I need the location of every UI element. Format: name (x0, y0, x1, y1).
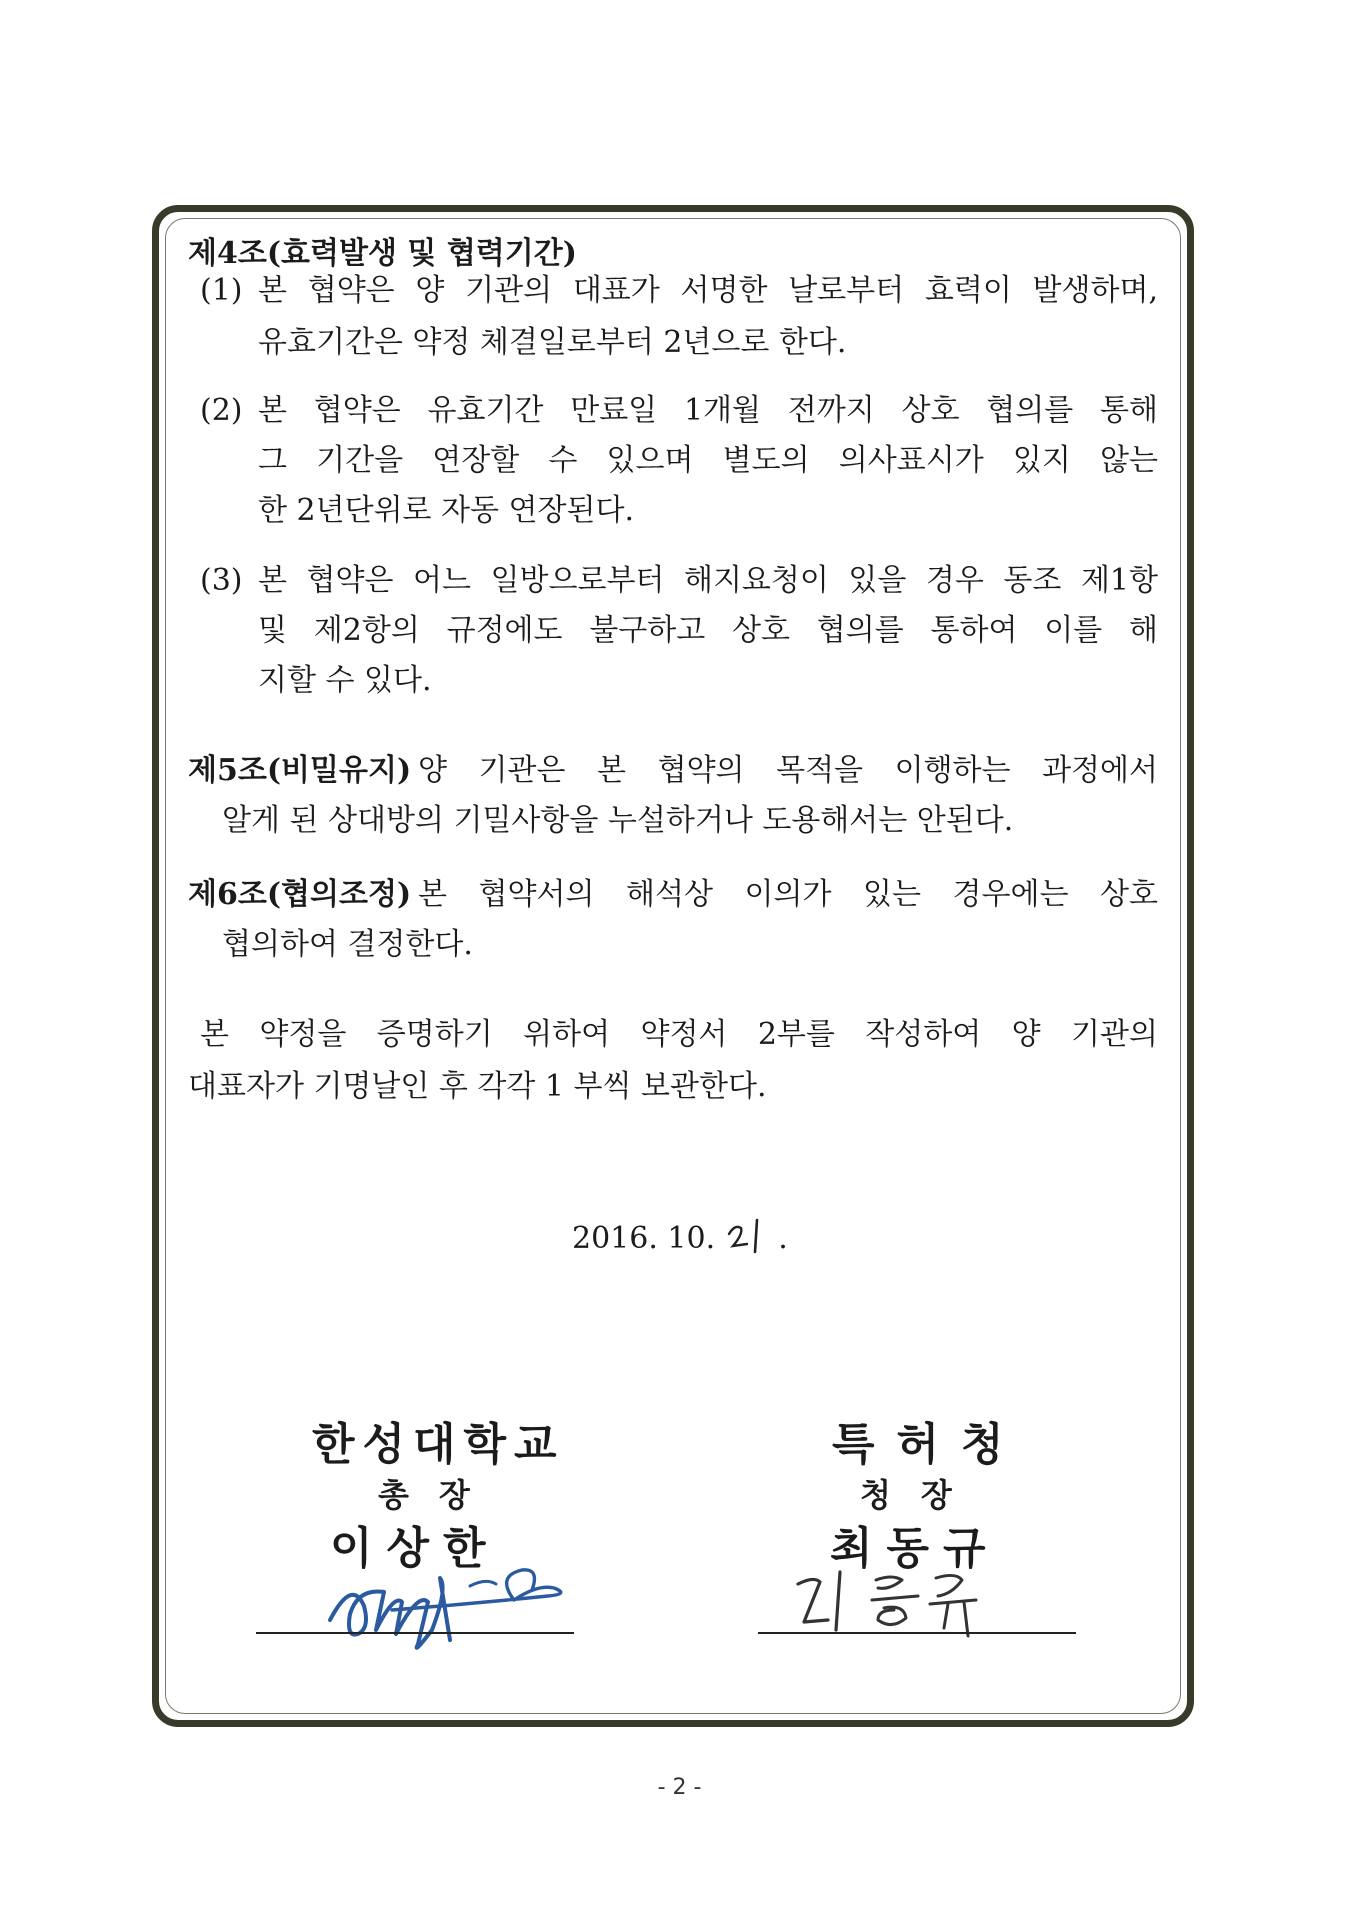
article6-line1: 본 협약서의 해석상 이의가 있는 경우에는 상호 (418, 877, 1158, 912)
right-signatory-name: 최동규 (830, 1523, 1000, 1574)
article4-item3-line1: 본 협약은 어느 일방으로부터 해지요청이 있을 경우 동조 제1항 (258, 563, 1158, 598)
left-handwritten-signature (300, 1548, 580, 1658)
left-signatory-title: 총장 (378, 1476, 500, 1514)
right-org-name: 특허청 (832, 1419, 1026, 1470)
date-period: . (778, 1221, 788, 1256)
article5-line1: 양 기관은 본 협약의 목적을 이행하는 과정에서 (418, 753, 1158, 788)
closing-line2: 대표자가 기명날인 후 각각 1 부씩 보관한다. (188, 1069, 767, 1104)
left-signature-line (256, 1632, 574, 1634)
date-handwritten-day (725, 1222, 769, 1258)
article4-item2-line2: 그 기간을 연장할 수 있으며 별도의 의사표시가 있지 않는 (258, 443, 1158, 478)
article6-heading: 제6조(협의조정) (188, 877, 412, 912)
article4-item1-line1: 본 협약은 양 기관의 대표가 서명한 날로부터 효력이 발생하며, (258, 273, 1158, 308)
article4-item3-number: (3) (200, 563, 243, 598)
article4-item1-line2: 유효기간은 약정 체결일로부터 2년으로 한다. (258, 325, 847, 360)
page-number: - 2 - (657, 1775, 702, 1800)
article4-item1-number: (1) (200, 273, 243, 308)
article5-heading: 제5조(비밀유지) (188, 753, 412, 788)
article5-line2: 알게 된 상대방의 기밀사항을 누설하거나 도용해서는 안된다. (222, 803, 1014, 838)
right-signatory-title: 청장 (860, 1476, 982, 1514)
article4-heading: 제4조(효력발생 및 협력기간) (188, 236, 577, 271)
right-handwritten-signature (780, 1550, 1020, 1650)
article4-item3-line3: 지할 수 있다. (258, 663, 432, 698)
document-border (152, 205, 1194, 1727)
closing-line1: 본 약정을 증명하기 위하여 약정서 2부를 작성하여 양 기관의 (200, 1017, 1158, 1052)
left-org-name: 한성대학교 (312, 1419, 565, 1470)
article4-item2-line1: 본 협약은 유효기간 만료일 1개월 전까지 상호 협의를 통해 (258, 393, 1158, 428)
article4-item2-line3: 한 2년단위로 자동 연장된다. (258, 493, 635, 528)
left-signatory-name: 이상한 (330, 1523, 500, 1574)
article6-line2: 협의하여 결정한다. (222, 927, 473, 962)
signing-date (572, 1220, 788, 1258)
date-printed: 2016. 10. (572, 1221, 716, 1256)
article4-item2-number: (2) (200, 393, 243, 428)
right-signature-line (758, 1632, 1076, 1634)
article4-item3-line2: 및 제2항의 규정에도 불구하고 상호 협의를 통하여 이를 해 (258, 613, 1158, 648)
